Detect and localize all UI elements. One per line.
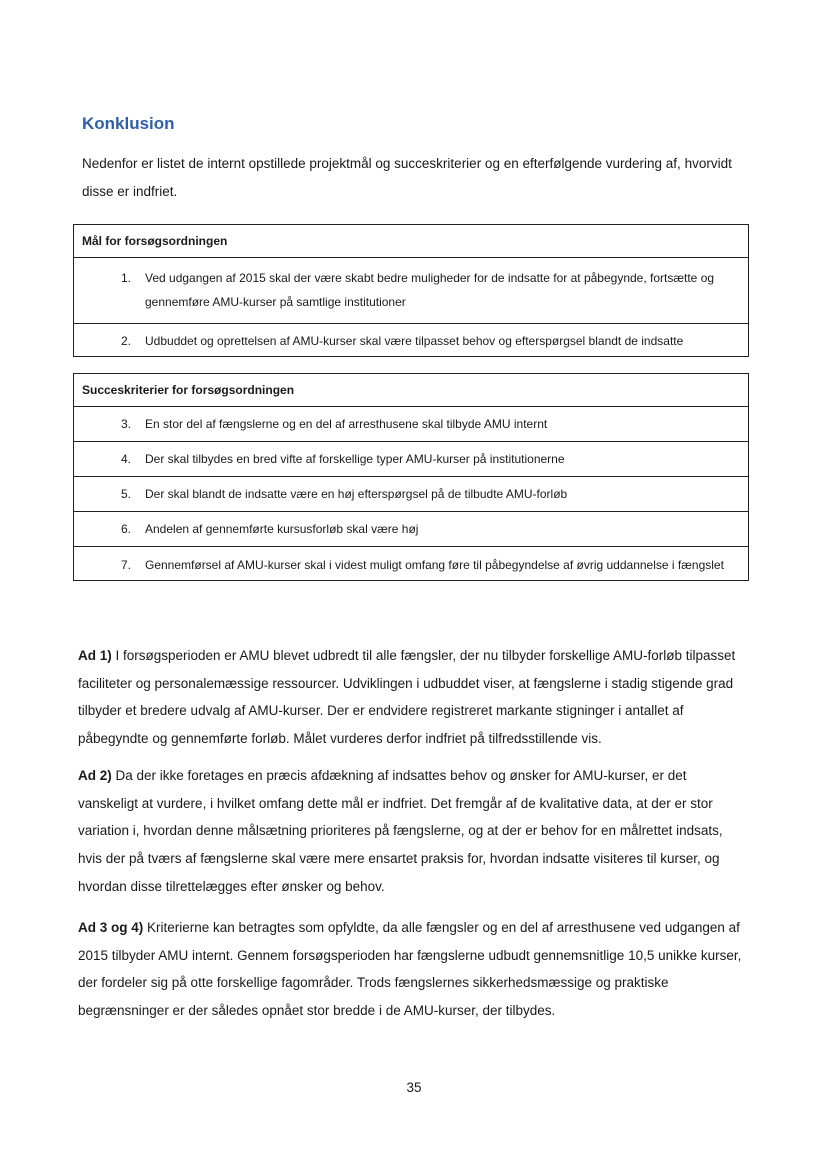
paragraph-lead: Ad 2)	[78, 768, 112, 783]
assessment-paragraph	[78, 762, 744, 901]
paragraph-lead: Ad 3 og 4)	[78, 920, 144, 935]
table-row	[74, 258, 748, 324]
row-number: 1.	[120, 271, 131, 285]
row-number: 3.	[120, 417, 131, 431]
row-number: 2.	[120, 333, 131, 348]
assessment-paragraph	[78, 914, 744, 1025]
paragraph-text: I forsøgsperioden er AMU blevet udbredt til alle fængsler, der nu tilbyder forskellige AMU-forløb tilpasset faciliteter og personalemæssige ressourcer. Udviklingen i udbuddet viser, at fængslerne i stadig stigende grad tilbyder et bredere udvalg af AMU-kurser. Der er endvidere registreret markante stigninger i antallet af påbegyndte og gennemførte forløb. Målet vurderes derfor indfriet på tilfredsstillende vis.	[78, 648, 736, 747]
table-row	[74, 477, 748, 512]
row-text: Der skal tilbydes en bred vifte af forskellige typer AMU-kurser på institutionerne	[145, 452, 565, 466]
row-text: Ved udgangen af 2015 skal der være skabt bedre muligheder for de indsatte for at påbegynde, fortsætte og gennemføre AMU-kurser på samtlige institutioner	[145, 271, 715, 309]
page-number: 35	[406, 1080, 422, 1095]
goals-table-header: Mål for forsøgsordningen	[74, 225, 748, 258]
row-text: En stor del af fængslerne og en del af arresthusene skal tilbyde AMU internt	[145, 417, 548, 431]
table-row	[74, 442, 748, 477]
paragraph-text: Da der ikke foretages en præcis afdækning af indsattes behov og ønsker for AMU-kurser, er det vanskeligt at vurdere, i hvilket omfang dette mål er indfriet. Det fremgår af de kvalitative data, at der er stor variation i, hvordan denne målsætning prioriteres på fængslerne, og at der er behov for en målrettet indsats, hvis der på tværs af fængslerne skal være mere ensartet praksis for, hvordan indsatte visiteres til kurser, og hvordan disse tilrettelægges efter ønsker og behov.	[78, 768, 723, 894]
row-number: 5.	[120, 487, 131, 501]
assessment-paragraph	[78, 642, 744, 753]
row-text: Der skal blandt de indsatte være en høj efterspørgsel på de tilbudte AMU-forløb	[145, 487, 568, 501]
row-number: 6.	[120, 522, 131, 536]
goals-table	[73, 224, 749, 357]
paragraph-lead: Ad 1)	[78, 648, 112, 663]
table-row	[74, 512, 748, 547]
intro-text: Nedenfor er listet de internt opstillede projektmål og succeskriterier og en efterfølgende vurdering af, hvorvidt disse er indfriet.	[82, 156, 732, 199]
paragraph-text: Kriterierne kan betragtes som opfyldte, da alle fængsler og en del af arresthusene ved udgangen af 2015 tilbyder AMU internt. Gennem forsøgsperioden har fængslerne udbudt gennemsnitlige 10,5 unikke kurser, der fordeler sig på otte forskellige fagområder. Trods fængslernes sikkerhedsmæssige og praktiske begrænsninger er der således opnået stor bredde i de AMU-kurser, der tilbydes.	[78, 920, 742, 1019]
table-row	[74, 547, 748, 582]
row-text: Udbuddet og oprettelsen af AMU-kurser skal være tilpasset behov og efterspørgsel blandt de indsatte	[145, 333, 684, 348]
row-number: 4.	[120, 452, 131, 466]
row-number: 7.	[120, 557, 131, 572]
criteria-table	[73, 373, 749, 581]
row-text: Gennemførsel af AMU-kurser skal i videst muligt omfang føre til påbegyndelse af øvrig uddannelse i fængslet	[145, 557, 724, 572]
table-row	[74, 407, 748, 442]
criteria-table-header: Succeskriterier for forsøgsordningen	[74, 374, 748, 407]
row-text: Andelen af gennemførte kursusforløb skal være høj	[145, 522, 419, 536]
section-heading: Konklusion	[82, 114, 175, 133]
table-row	[74, 324, 748, 357]
